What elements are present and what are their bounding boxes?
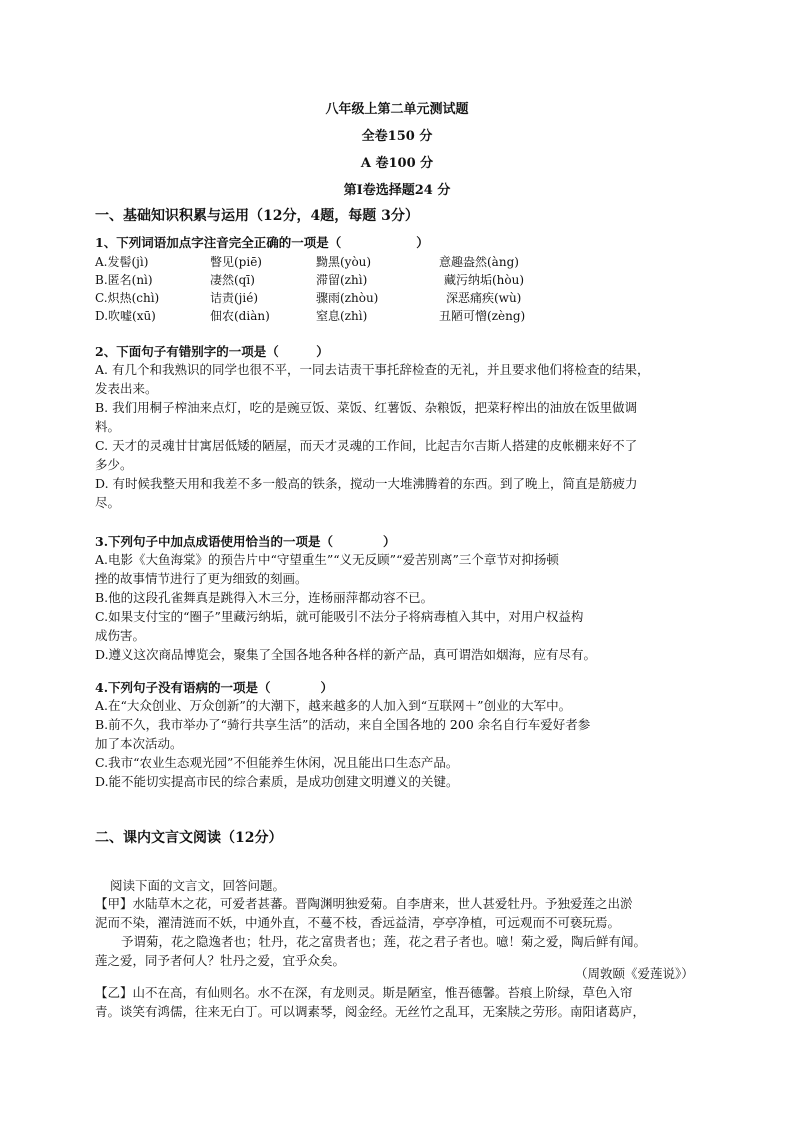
passage-yi-line1: 【乙】山不在高，有仙则名。水不在深，有龙则灵。斯是陋室，惟吾德馨。苔痕上阶绿，草色入帘 [95, 985, 633, 1000]
q2-option-c-line2: 多少。 [95, 457, 133, 472]
q3-options [95, 550, 710, 664]
q1-option-a-4: 意趣盎然(àng) [439, 255, 519, 269]
q3-option-c-line2: 成伤害。 [95, 628, 146, 643]
q4-option-b-line2: 加了本次活动。 [95, 736, 183, 751]
reading-passage-jia [95, 894, 710, 970]
q3-stem: 3.下列句子中加点成语使用恰当的一项是（ ） [95, 534, 396, 549]
q4-option-c: C.我市“农业生态观光园”不但能养生休闲，况且能出口生态产品。 [95, 755, 459, 770]
passage-jia-line3: 予谓菊，花之隐逸者也；牡丹，花之富贵者也；莲，花之君子者也。噫！菊之爱，陶后鲜有闻。 [121, 934, 647, 949]
q2-option-b-line2: 料。 [95, 419, 121, 434]
part1-heading: 第Ⅰ卷选择题24 分 [343, 183, 451, 198]
passage-jia-line4: 莲之爱，同予者何人？牡丹之爱，宜乎众矣。 [95, 953, 346, 968]
q1-option-d-4: 丑陋可憎(zèng) [439, 309, 526, 323]
q4-option-b-line1: B.前不久，我市举办了“骑行共享生活”的活动，来自全国各地的 200 余名自行车爱好者参 [95, 717, 591, 732]
q1-option-d-3: 窒息(zhì) [316, 309, 368, 323]
q3-option-a-line2: 挫的故事情节进行了更为细致的刻画。 [95, 571, 308, 586]
q2-stem: 2、下面句子有错别字的一项是（ ） [95, 344, 329, 359]
q1-option-c-4: 深恶痛疾(wù) [446, 291, 522, 305]
passage-jia-line2: 泥而不染，濯清涟而不妖，中通外直，不蔓不枝，香远益清，亭亭净植，可远观而不可亵玩焉。 [95, 915, 621, 930]
q4-options [95, 696, 710, 791]
q2-option-a-line1: A. 有几个和我熟识的同学也很不平，一同去诘责干事托辞检查的无礼，并且要求他们将检查的结果， [95, 362, 650, 377]
q1-option-c-3: 骤雨(zhòu) [316, 291, 379, 305]
q3-option-b: B.他的这段孔雀舞真是跳得入木三分，连杨丽萍都动容不已。 [95, 590, 434, 605]
q2-option-d-line1: D. 有时候我整天用和我差不多一般高的铁条，搅动一大堆沸腾着的东西。到了晚上，简直是筋疲力 [95, 476, 638, 491]
q1-option-b-2: 凄然(qī) [210, 273, 255, 287]
q3-option-d: D.遵义这次商品博览会，聚集了全国各地各种各样的新产品，真可谓浩如烟海，应有尽有。 [95, 647, 597, 662]
reading-intro: 阅读下面的文言文，回答问题。 [110, 878, 286, 893]
q4-option-d: D.能不能切实提高市民的综合素质，是成功创建文明遵义的关键。 [95, 774, 459, 789]
q1-option-d-1: D.吹嘘(xū) [95, 309, 156, 323]
q2-option-d-line2: 尽。 [95, 495, 121, 510]
section2-heading: 二、课内文言文阅读（12分） [95, 830, 283, 846]
section1-heading: 一、基础知识积累与运用（12分，4题，每题 3分） [95, 208, 419, 224]
q4-option-a: A.在“大众创业、万众创新”的大潮下，越来越多的人加入到“互联网＋”创业的大军中。 [95, 698, 572, 713]
exam-title: 八年级上第二单元测试题 [325, 102, 469, 117]
q3-option-a-line1: A.电影《大鱼海棠》的预告片中“守望重生”“义无反顾”“爱苦别离”三个章节对抑扬顿 [95, 552, 559, 567]
q2-options [95, 360, 710, 512]
q1-stem: 1、下列词语加点字注音完全正确的一项是（ ） [95, 235, 429, 250]
q3-option-c-line1: C.如果支付宝的“圈子”里藏污纳垢，就可能吸引不法分子将病毒植入其中，对用户权益构 [95, 609, 584, 624]
passage-yi-line2: 青。谈笑有鸿儒，往来无白丁。可以调素琴，阅金经。无丝竹之乱耳，无案牍之劳形。南阳诸葛庐， [95, 1004, 646, 1019]
q4-stem: 4.下列句子没有语病的一项是（ ） [95, 680, 334, 695]
q1-option-b-4: 藏污纳垢(hòu) [444, 273, 525, 287]
q1-option-c-2: 诘责(jié) [210, 291, 259, 305]
q2-option-c-line1: C. 天才的灵魂甘甘寓居低矮的陋屋，而天才灵魂的工作间，比起吉尔吉斯人搭建的皮帐棚来好不了 [95, 438, 638, 453]
q1-option-b-1: B.匿名(nì) [95, 273, 153, 287]
q1-option-a-2: 瞥见(piē) [210, 255, 262, 269]
total-score: 全卷150 分 [361, 129, 433, 144]
q2-option-b-line1: B. 我们用桐子榨油来点灯，吃的是豌豆饭、菜饭、红薯饭、杂粮饭，把菜籽榨出的油放在饭里做调 [95, 400, 638, 415]
q1-option-a-1: A.发髻(jì) [95, 255, 149, 269]
q1-option-b-3: 滞留(zhì) [316, 273, 368, 287]
q1-option-d-2: 佃农(diàn) [210, 309, 270, 323]
q1-option-c-1: C.炽热(chì) [95, 291, 160, 305]
q1-option-a-3: 黝黑(yòu) [316, 255, 372, 269]
passage-jia-source: （周敦颐《爱莲说》） [575, 966, 694, 981]
reading-passage-yi [95, 983, 710, 1021]
paper-a-score: A 卷100 分 [360, 156, 434, 171]
q2-option-a-line2: 发表出来。 [95, 381, 158, 396]
passage-jia-line1: 【甲】水陆草木之花，可爱者甚蕃。晋陶渊明独爱菊。自李唐来，世人甚爱牡丹。予独爱莲之出淤 [95, 896, 633, 911]
